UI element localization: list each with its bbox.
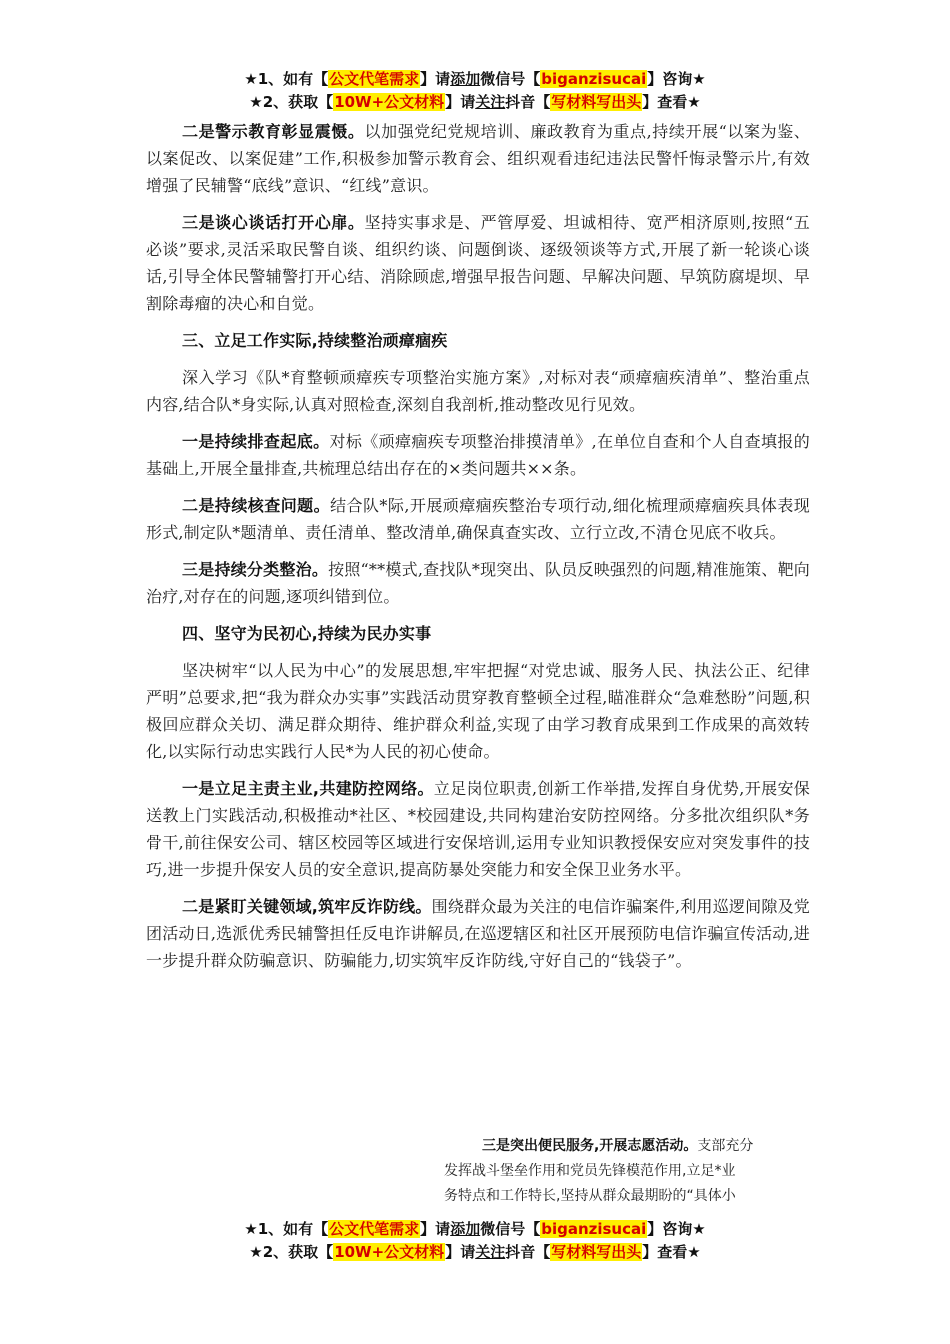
banner-underlined: 关注: [475, 1243, 506, 1261]
paragraph-text: 坚持实事求是、严管厚爱、坦诚相待、宽严相济原则,按照“五必谈”要求,灵活采取民警自谈、组织约谈、问题倒谈、逐级领谈等方式,开展了新一轮谈心谈话,引导全体民警辅警打开心结、消除顾虑,增强早报告问题、早解决问题、早筑防腐堤坝、早割除毒瘤的决心和自觉。: [146, 213, 811, 313]
paragraph-text: 按照“**模式,查找队*现突出、队员反映强烈的问题,精准施策、靶向治疗,对存在的问题,逐项纠错到位。: [146, 560, 810, 606]
banner-text: 微信号【: [480, 70, 541, 88]
paragraph: [146, 556, 810, 610]
trailing-excerpt: [444, 1134, 804, 1209]
paragraph: [146, 492, 810, 546]
banner-highlight: 写材料写出头: [551, 1243, 642, 1261]
banner-highlight: biganzisucai: [541, 1220, 647, 1238]
banner-text: ★2、获取【: [249, 93, 334, 111]
bottom-banner: [0, 1218, 950, 1264]
banner-text: 】请: [445, 1243, 476, 1261]
paragraph-lead: 三是谈心谈话打开心扉。: [182, 213, 365, 232]
banner-highlight: 写材料写出头: [551, 93, 642, 111]
paragraph: [146, 657, 810, 765]
banner-underlined: 添加: [450, 1220, 481, 1238]
section-heading: 三、立足工作实际,持续整治顽瘴痼疾: [182, 331, 448, 350]
paragraph: [146, 428, 810, 482]
paragraph-lead: 二是持续核查问题。: [182, 496, 331, 515]
paragraph: [146, 118, 810, 199]
banner-highlight: biganzisucai: [541, 70, 647, 88]
excerpt-text: 支部充分: [697, 1138, 754, 1154]
paragraph-text: 以加强党纪党规培训、廉政教育为重点,持续开展“以案为鉴、以案促改、以案促建”工作,积极参加警示教育会、组织观看违纪违法民警忏悔录警示片,有效增强了民辅警“底线”意识、“红线”意识。: [146, 122, 811, 195]
excerpt-lead: 三是突出便民服务,开展志愿活动。: [482, 1138, 698, 1154]
paragraph-text: 深入学习《队*育整顿顽瘴疾专项整治实施方案》,对标对表“顽瘴痼疾清单”、整治重点内容,结合队*身实际,认真对照检查,深刻自我剖析,推动整改见行见效。: [146, 368, 810, 414]
banner-line-1: [0, 1218, 950, 1241]
paragraph-text: 立足岗位职责,创新工作举措,发挥自身优势,开展安保送教上门实践活动,积极推动*社区、*校园建设,共同构建治安防控网络。分多批次组织队*务骨干,前往保安公司、辖区校园等区域进行安保培训,运用专业知识教授保安应对突发事件的技巧,进一步提升保安人员的安全意识,提高防暴处突能力和安全保卫业务水平。: [146, 779, 811, 879]
banner-underlined: 关注: [475, 93, 506, 111]
banner-text: 】请: [445, 93, 476, 111]
paragraph-text: 对标《顽瘴痼疾专项整治排摸清单》,在单位自查和个人自查填报的基础上,开展全量排查,共梳理总结出存在的×类问题共××条。: [146, 432, 810, 478]
excerpt-line-1: [444, 1134, 804, 1159]
banner-text: 】咨询★: [647, 1220, 706, 1238]
banner-line-1: [0, 68, 950, 91]
banner-underlined: 添加: [450, 70, 481, 88]
paragraph-lead: 三是持续分类整治。: [182, 560, 329, 579]
banner-highlight: 公文代笔需求: [329, 70, 420, 88]
banner-text: ★1、如有【: [244, 1220, 329, 1238]
banner-text: 抖音【: [505, 93, 551, 111]
paragraph-lead: 一是持续排查起底。: [182, 432, 330, 451]
section-heading: 四、坚守为民初心,持续为民办实事: [182, 624, 432, 643]
banner-line-2: [0, 1241, 950, 1264]
paragraph-lead: 二是紧盯关键领域,筑牢反诈防线。: [182, 897, 432, 916]
top-banner: [0, 68, 950, 114]
banner-text: 】咨询★: [647, 70, 706, 88]
paragraph: [146, 209, 810, 317]
banner-text: 抖音【: [505, 1243, 551, 1261]
excerpt-line-3: 务特点和工作特长,坚持从群众最期盼的“具体小: [444, 1188, 736, 1204]
document-body: [146, 118, 810, 984]
paragraph-lead: 一是立足主责主业,共建防控网络。: [182, 779, 434, 798]
banner-text: ★2、获取【: [249, 1243, 334, 1261]
banner-text: 】查看★: [642, 93, 701, 111]
banner-text: 微信号【: [480, 1220, 541, 1238]
banner-highlight: 公文代笔需求: [329, 1220, 420, 1238]
excerpt-line-2: 发挥战斗堡垒作用和党员先锋模范作用,立足*业: [444, 1163, 736, 1179]
paragraph: [146, 893, 810, 974]
banner-text: ★1、如有【: [244, 70, 329, 88]
paragraph: [146, 775, 810, 883]
paragraph-lead: 二是警示教育彰显震慑。: [182, 122, 365, 141]
paragraph-text: 结合队*际,开展顽瘴痼疾整治专项行动,细化梳理顽瘴痼疾具体表现形式,制定队*题清单、责任清单、整改清单,确保真查实改、立行立改,不清仓见底不收兵。: [146, 496, 810, 542]
banner-line-2: [0, 91, 950, 114]
banner-highlight: 10W+公文材料: [334, 93, 445, 111]
paragraph-text: 坚决树牢“以人民为中心”的发展思想,牢牢把握“对党忠诚、服务人民、执法公正、纪律严明”总要求,把“我为群众办实事”实践活动贯穿教育整顿全过程,瞄准群众“急难愁盼”问题,积极回应群众关切、满足群众期待、维护群众利益,实现了由学习教育成果到工作成果的高效转化,以实际行动忠实践行人民*为人民的初心使命。: [146, 661, 810, 761]
banner-text: 】查看★: [642, 1243, 701, 1261]
banner-text: 】请: [420, 70, 451, 88]
banner-highlight: 10W+公文材料: [334, 1243, 445, 1261]
paragraph-text: 围绕群众最为关注的电信诈骗案件,利用巡逻间隙及党团活动日,选派优秀民辅警担任反电诈讲解员,在巡逻辖区和社区开展预防电信诈骗宣传活动,进一步提升群众防骗意识、防骗能力,切实筑牢反诈防线,守好自己的“钱袋子”。: [146, 897, 811, 970]
paragraph: [146, 364, 810, 418]
banner-text: 】请: [420, 1220, 451, 1238]
